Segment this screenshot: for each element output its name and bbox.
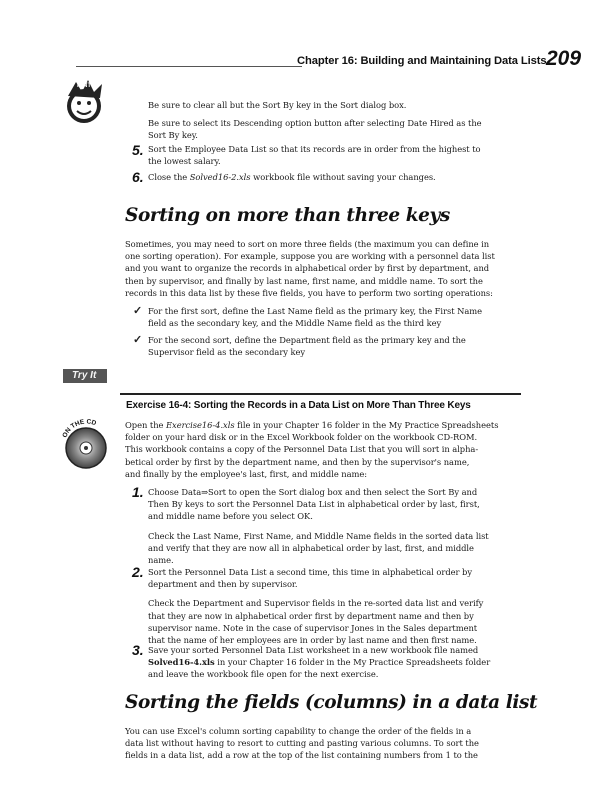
hint-para-2-line-1: Be sure to select its Descending option button after selecting Date Hired as the <box>148 118 482 129</box>
section-heading-sorting-more-keys: Sorting on more than three keys <box>125 205 450 226</box>
ex-intro-pre: Open the <box>125 420 167 430</box>
step-number: 6. <box>132 169 144 185</box>
step-6-pre: Close the <box>148 172 190 182</box>
section-1-line: Sometimes, you may need to sort on more three fields (the maximum you can define in <box>125 239 490 249</box>
ex-step-2-check: that the name of her employees are in order by last name and then first name. <box>148 635 477 646</box>
step-number: 2. <box>132 564 144 580</box>
ex-step-3-line-2: in your Chapter 16 folder in the My Practice Spreadsheets folder <box>214 657 491 668</box>
exercise-title: Exercise 16-4: Sorting the Records in a Data List on More Than Three Keys <box>126 400 471 411</box>
hint-icon-label: HINT <box>77 83 91 89</box>
section-1-line: one sorting operation). For example, suppose you are working with a personnel data list <box>125 251 495 262</box>
ex-step-3-line-3: and leave the workbook file open for the next exercise. <box>148 669 379 680</box>
ex-intro-line: and finally by the employee's last, first, and middle name: <box>125 468 368 479</box>
ex-step-3 <box>148 644 520 681</box>
bullet-2 <box>148 334 520 358</box>
hint-para-2-line-2: Sort By key. <box>148 130 198 141</box>
ex-intro-line: betical order by first by the department name, and then by the supervisor's name, <box>125 456 470 467</box>
step-6-filename: Solved16-2.xls <box>189 172 251 182</box>
ex-step-1-check: and verify that they are now all in alphabetical order by last, first, and middle <box>148 542 474 553</box>
cd-icon-label: ON THE CD <box>61 418 98 439</box>
section-heading-sorting-fields: Sorting the fields (columns) in a data list <box>125 692 538 713</box>
header-rule <box>76 66 302 67</box>
ex-step-1-line: Then By keys to sort the Personnel Data List in alphabetical order by last, first, <box>148 499 480 510</box>
step-5-line-2: the lowest salary. <box>148 156 221 167</box>
step-number: 1. <box>132 484 144 500</box>
page-number: 209 <box>546 47 582 70</box>
bullet-1-line-2: field as the secondary key, and the Middle Name field as the third key <box>148 318 442 329</box>
section-1-intro <box>125 238 520 299</box>
ex-intro-filename: Exercise16-4.xls <box>166 420 235 430</box>
cd-icon <box>58 418 112 472</box>
checkmark-icon: ✓ <box>133 304 143 317</box>
ex-intro-line: This workbook contains a copy of the Personnel Data List that you will sort in alpha- <box>125 444 479 455</box>
ex-step-1-line: Choose Data⇒Sort to open the Sort dialog box and then select the Sort By and <box>148 487 478 497</box>
ex-step-2-check: that they are now in alphabetical order first by department name and then by <box>148 610 474 621</box>
ex-step-2 <box>148 566 520 646</box>
ex-step-1-check: Check the Last Name, First Name, and Middle Name fields in the sorted data list <box>148 530 489 541</box>
ex-step-3-filename: Solved16-4.xls <box>148 657 215 668</box>
try-it-label: Try It <box>72 370 97 381</box>
checkmark-icon: ✓ <box>133 333 143 346</box>
bullet-2-line-1: For the second sort, define the Department field as the primary key and the <box>148 335 466 345</box>
step-number: 3. <box>132 642 144 658</box>
section-1-line: and you want to organize the records in alphabetical order by first by department, and <box>125 263 490 274</box>
ex-step-1 <box>148 486 520 566</box>
ex-step-2-check: supervisor name. Note in the case of supervisor Jones in the Sales department <box>148 622 478 633</box>
step-5-line-1: Sort the Employee Data List so that its records are in order from the highest to <box>148 144 481 154</box>
ex-intro-post: file in your Chapter 16 folder in the My Practice Spreadsheets <box>234 420 499 430</box>
hint-text <box>148 99 518 142</box>
section-2-line: data list without having to resort to cutting and pasting various columns. To sort the <box>125 738 479 749</box>
ex-step-1-line: and middle name before you select OK. <box>148 511 313 522</box>
bullet-1 <box>148 305 520 329</box>
exercise-intro <box>125 419 520 480</box>
section-2-line: You can use Excel's column sorting capability to change the order of the fields in a <box>125 726 472 736</box>
bullet-1-line-1: For the first sort, define the Last Name field as the primary key, the First Name <box>148 306 483 316</box>
hint-line-1: Be sure to clear all but the Sort By key in the Sort dialog box. <box>148 100 407 110</box>
section-1-line: records in this data list by these five fields, you have to perform two sorting operations: <box>125 287 493 298</box>
ex-intro-line: folder on your hard disk or in the Excel Workbook folder on the workbook CD-ROM. <box>125 432 478 443</box>
ex-step-3-line-1: Save your sorted Personnel Data List worksheet in a new workbook file named <box>148 645 479 655</box>
exercise-rule <box>120 393 521 395</box>
ex-step-2-check: Check the Department and Supervisor fields in the re-sorted data list and verify <box>148 598 484 609</box>
section-2-line: fields in a data list, add a row at the top of the list containing numbers from 1 to the <box>125 750 478 761</box>
step-number: 5. <box>132 142 144 158</box>
hint-icon <box>62 74 110 128</box>
ex-step-2-line: Sort the Personnel Data List a second time, this time in alphabetical order by <box>148 567 472 577</box>
running-head: Chapter 16: Building and Maintaining Data Lists <box>297 55 547 67</box>
section-2-body <box>125 725 520 762</box>
section-1-line: then by supervisor, and finally by last name, first name, and middle name. To sort the <box>125 275 483 286</box>
step-5-text <box>148 143 518 167</box>
bullet-2-line-2: Supervisor field as the secondary key <box>148 347 306 358</box>
step-6-post: workbook file without saving your changes. <box>250 172 436 182</box>
ex-step-1-check: name. <box>148 555 174 566</box>
ex-step-2-line: department and then by supervisor. <box>148 579 298 590</box>
step-6-text <box>148 171 518 183</box>
